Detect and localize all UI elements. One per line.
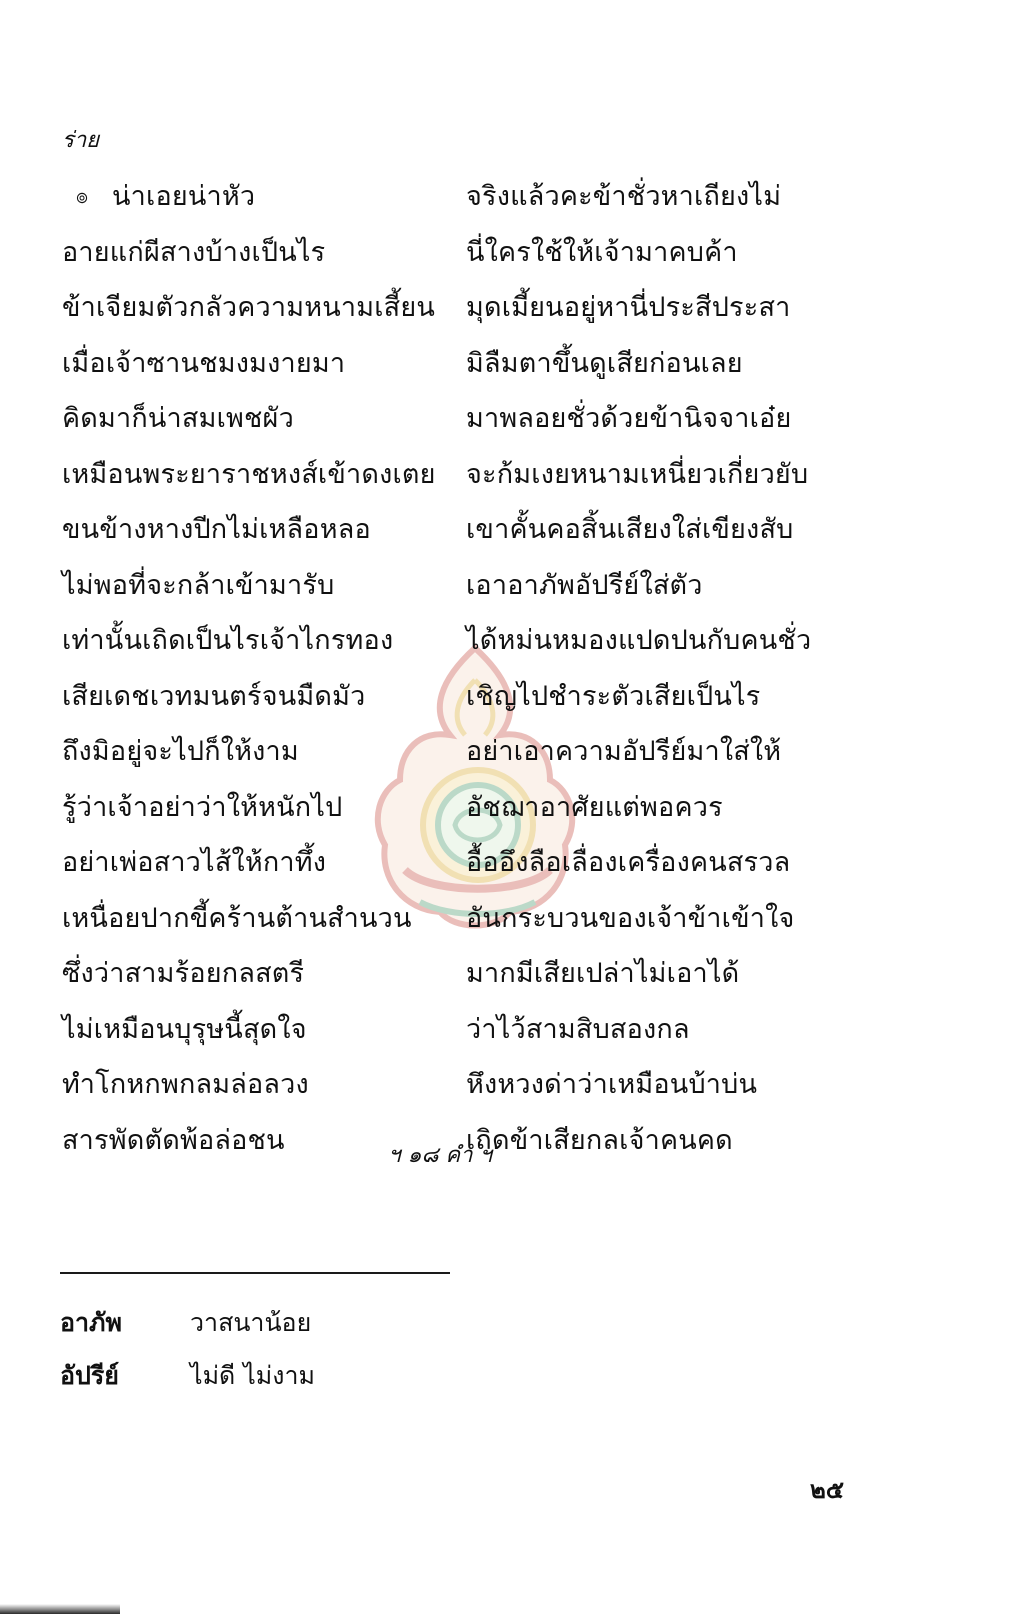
glossary-term: อาภัพ: [60, 1307, 123, 1337]
glossary-row: [60, 1296, 315, 1349]
verse-second-half: จริงแล้วคะข้าชั่วหาเถียงไม่: [466, 181, 782, 213]
verse-second-half: นี่ใครใช้ให้เจ้ามาคบค้า: [466, 236, 738, 268]
verse-first-half: [62, 341, 466, 384]
verse-first-half-text: อย่าเพ่อสาวไส้ให้กาทึ้ง: [62, 847, 327, 879]
verse-row: [62, 1056, 862, 1112]
verse-row: [62, 390, 862, 446]
verse-first-half-text: ทำโกหกพกลมล่อลวง: [62, 1069, 309, 1101]
verse-first-half-text: เหนื่อยปากขี้คร้านต้านสำนวน: [62, 902, 412, 934]
verse-row: [62, 779, 862, 835]
verse-second-half: จะก้มเงยหนามเหนี่ยวเกี่ยวยับ: [466, 458, 809, 490]
verse-second-half: เชิญไปชำระตัวเสียเป็นไร: [466, 680, 761, 712]
verse-second-half: หึงหวงด่าว่าเหมือนบ้าบ่น: [466, 1069, 758, 1101]
verse-first-half-text: เสียเดชเวทมนตร์จนมืดมัว: [62, 680, 366, 712]
verse-first-half: [62, 230, 466, 273]
section-label: ร่าย: [62, 128, 100, 153]
verse-row: [62, 1001, 862, 1057]
verse-second-half: อย่าเอาความอัปรีย์มาใส่ให้: [466, 736, 782, 768]
verse-row: [62, 945, 862, 1001]
verse-second-half: มาพลอยชั่วด้วยข้านิจจาเอ๋ย: [466, 403, 792, 435]
verse-first-half: [62, 507, 466, 550]
verse-first-half-text: ไม่เหมือนบุรุษนี้สุดใจ: [62, 1013, 307, 1045]
verse-row: [62, 557, 862, 613]
verse-first-half: [62, 674, 466, 717]
verse-second-half: อัชฌาอาศัยแต่พอควร: [466, 791, 723, 823]
verse-first-half: [62, 896, 466, 939]
verse-first-half: [62, 1007, 466, 1050]
verse-row: [62, 224, 862, 280]
verse-second-half: ว่าไว้สามสิบสองกล: [466, 1013, 690, 1045]
stanza-mark-icon: ๏: [76, 183, 89, 208]
verse-first-half-text: สารพัดตัดพ้อล่อชน: [62, 1124, 285, 1156]
verse-row: [62, 501, 862, 557]
verse-block: [62, 168, 862, 1167]
glossary: [60, 1296, 315, 1402]
verse-first-half: [62, 396, 466, 439]
page-number: ๒๕: [810, 1476, 844, 1504]
verse-second-half: เขาคั้นคอสิ้นเสียงใส่เขียงสับ: [466, 514, 794, 546]
verse-second-half: มิลืมตาขึ้นดูเสียก่อนเลย: [466, 347, 743, 379]
verse-first-half-text: ไม่พอที่จะกล้าเข้ามารับ: [62, 569, 335, 601]
word-count: ฯ ๑๘ คำ ฯ: [388, 1143, 492, 1168]
verse-first-half-text: ขนข้างหางปีกไม่เหลือหลอ: [62, 514, 371, 546]
footnote-divider: [60, 1272, 450, 1274]
verse-second-half: เอาอาภัพอัปรีย์ใส่ตัว: [466, 569, 703, 601]
verse-first-half-text: เท่านั้นเถิดเป็นไรเจ้าไกรทอง: [62, 625, 394, 657]
verse-first-half-text: น่าเอยน่าหัว: [112, 181, 256, 213]
scan-edge: [0, 1604, 120, 1614]
verse-row: [62, 446, 862, 502]
glossary-row: [60, 1349, 315, 1402]
verse-first-half: [62, 285, 466, 328]
verse-row: [62, 612, 862, 668]
verse-row: [62, 723, 862, 779]
verse-row: [62, 279, 862, 335]
verse-first-half: [62, 174, 466, 217]
verse-first-half: [62, 618, 466, 661]
glossary-term: อัปรีย์: [60, 1360, 119, 1390]
verse-first-half: [62, 729, 466, 772]
glossary-definition: ไม่ดี ไม่งาม: [190, 1360, 316, 1390]
verse-first-half-text: ถึงมิอยู่จะไปก็ให้งาม: [62, 736, 299, 768]
verse-first-half: [62, 785, 466, 828]
verse-second-half: อันกระบวนของเจ้าข้าเข้าใจ: [466, 902, 795, 934]
verse-second-half: มากมีเสียเปล่าไม่เอาได้: [466, 958, 740, 990]
verse-first-half-text: เหมือนพระยาราชหงส์เข้าดงเตย: [62, 458, 436, 490]
verse-second-half: เถิดข้าเสียกลเจ้าคนคด: [466, 1124, 733, 1156]
verse-row: [62, 890, 862, 946]
verse-second-half: ได้หม่นหมองแปดปนกับคนชั่ว: [466, 625, 812, 657]
verse-row: [62, 668, 862, 724]
verse-row: [62, 335, 862, 391]
verse-second-half: อื้ออึงลือเลื่องเครื่องคนสรวล: [466, 847, 791, 879]
verse-second-half: มุดเมี้ยนอยู่หานี่ประสีประสา: [466, 292, 791, 324]
glossary-definition: วาสนาน้อย: [190, 1307, 312, 1337]
verse-row: [62, 168, 862, 224]
verse-first-half: [62, 1062, 466, 1105]
verse-first-half: [62, 951, 466, 994]
verse-first-half-text: อายแก่ผีสางบ้างเป็นไร: [62, 236, 326, 268]
verse-row: [62, 834, 862, 890]
verse-first-half-text: ซึ่งว่าสามร้อยกลสตรี: [62, 958, 305, 990]
verse-first-half-text: คิดมาก็น่าสมเพชผัว: [62, 403, 294, 435]
verse-first-half-text: ข้าเจียมตัวกลัวความหนามเสี้ยน: [62, 292, 436, 324]
verse-first-half-text: เมื่อเจ้าซานชมงมงายมา: [62, 347, 346, 379]
verse-first-half: [62, 563, 466, 606]
verse-first-half: [62, 452, 466, 495]
verse-first-half-text: รู้ว่าเจ้าอย่าว่าให้หนักไป: [62, 791, 343, 823]
verse-first-half: [62, 840, 466, 883]
